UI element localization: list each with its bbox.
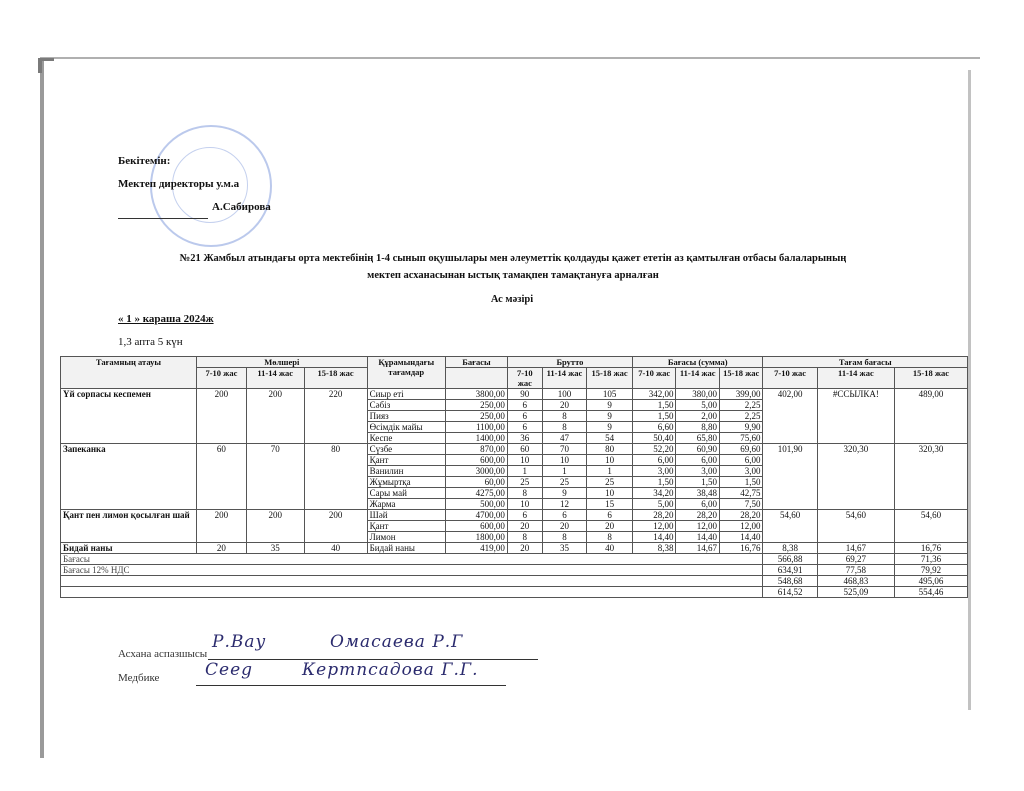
- brutto-value: 25: [507, 477, 542, 488]
- signature-underline: [118, 204, 208, 219]
- dish-total: 489,00: [895, 389, 968, 444]
- cost-value: 16,76: [719, 543, 763, 554]
- summary-label: Бағасы 12% НДС: [61, 565, 763, 576]
- cost-value: 1,50: [632, 411, 675, 422]
- brutto-value: 10: [507, 499, 542, 510]
- brutto-value: 20: [587, 521, 633, 532]
- ingredient-price: 1800,00: [445, 532, 507, 543]
- dish-quantity: 80: [304, 444, 367, 510]
- brutto-value: 8: [542, 411, 587, 422]
- cost-value: 50,40: [632, 433, 675, 444]
- ingredient-name: Қант: [367, 455, 445, 466]
- header-age: 15-18 жас: [587, 368, 633, 389]
- dish-quantity: 40: [304, 543, 367, 554]
- header-age: 15-18 жас: [719, 368, 763, 389]
- ingredient-price: 1100,00: [445, 422, 507, 433]
- dish-total: 8,38: [763, 543, 817, 554]
- brutto-value: 8: [587, 532, 633, 543]
- menu-table: [60, 356, 968, 598]
- ingredient-name: Бидай наны: [367, 543, 445, 554]
- brutto-value: 60: [507, 444, 542, 455]
- ingredient-price: 600,00: [445, 455, 507, 466]
- cost-value: 14,67: [676, 543, 719, 554]
- cost-value: 1,50: [719, 477, 763, 488]
- cost-value: 34,20: [632, 488, 675, 499]
- dish-total: 16,76: [895, 543, 968, 554]
- header-age: 15-18 жас: [304, 368, 367, 389]
- cost-value: 3,00: [632, 466, 675, 477]
- brutto-value: 10: [587, 455, 633, 466]
- dish-total: 320,30: [895, 444, 968, 510]
- dish-total: 54,60: [895, 510, 968, 543]
- summary-label: [61, 576, 763, 587]
- header-age: 11-14 жас: [542, 368, 587, 389]
- cost-value: 6,00: [719, 455, 763, 466]
- summary-value: 69,27: [817, 554, 894, 565]
- summary-value: 79,92: [895, 565, 968, 576]
- header-age: 11-14 жас: [676, 368, 719, 389]
- summary-value: 495,06: [895, 576, 968, 587]
- cost-value: 380,00: [676, 389, 719, 400]
- dish-quantity: 200: [246, 389, 304, 444]
- cost-value: 14,40: [676, 532, 719, 543]
- menu-week: 1,3 апта 5 күн: [118, 336, 183, 348]
- cost-value: 75,60: [719, 433, 763, 444]
- summary-value: 614,52: [763, 587, 817, 598]
- brutto-value: 36: [507, 433, 542, 444]
- brutto-value: 10: [587, 488, 633, 499]
- brutto-value: 1: [542, 466, 587, 477]
- summary-value: 554,46: [895, 587, 968, 598]
- cost-value: 38,48: [676, 488, 719, 499]
- director-name: А.Сабирова: [212, 201, 271, 213]
- menu-body: [61, 389, 968, 598]
- brutto-value: 6: [507, 400, 542, 411]
- ingredient-price: 600,00: [445, 521, 507, 532]
- brutto-value: 6: [507, 510, 542, 521]
- cook-label: Асхана аспазшысы: [118, 648, 208, 660]
- dish-name: Бидай наны: [61, 543, 197, 554]
- brutto-value: 20: [542, 521, 587, 532]
- cost-value: 5,00: [676, 400, 719, 411]
- ingredient-price: 419,00: [445, 543, 507, 554]
- summary-row: [61, 565, 968, 576]
- ingredient-name: Өсімдік майы: [367, 422, 445, 433]
- brutto-value: 35: [542, 543, 587, 554]
- ingredient-price: 500,00: [445, 499, 507, 510]
- brutto-value: 1: [587, 466, 633, 477]
- cost-value: 28,20: [676, 510, 719, 521]
- cost-value: 6,00: [676, 455, 719, 466]
- director-signature-line: [118, 196, 271, 219]
- header-age: 15-18 жас: [895, 368, 968, 389]
- cost-value: 6,00: [676, 499, 719, 510]
- brutto-value: 25: [587, 477, 633, 488]
- ingredient-price: 1400,00: [445, 433, 507, 444]
- header-price-empty: [445, 368, 507, 389]
- brutto-value: 9: [587, 422, 633, 433]
- cost-value: 12,00: [719, 521, 763, 532]
- dish-total: 54,60: [763, 510, 817, 543]
- dish-quantity: 60: [196, 444, 246, 510]
- nurse-name: Кертпсадова Г.Г.: [302, 660, 479, 680]
- approval-line-1: Бекітемін:: [118, 155, 171, 167]
- nurse-label: Медбике: [118, 672, 160, 684]
- table-row: [61, 510, 968, 521]
- ingredient-price: 250,00: [445, 411, 507, 422]
- summary-value: 634,91: [763, 565, 817, 576]
- ingredient-price: 60,00: [445, 477, 507, 488]
- approval-block: [118, 150, 271, 219]
- dish-total: 402,00: [763, 389, 817, 444]
- ingredient-name: Жарма: [367, 499, 445, 510]
- brutto-value: 1: [507, 466, 542, 477]
- table-row: [61, 543, 968, 554]
- dish-quantity: 35: [246, 543, 304, 554]
- nurse-sign-line: [196, 685, 506, 686]
- cost-value: 42,75: [719, 488, 763, 499]
- dish-quantity: 70: [246, 444, 304, 510]
- ingredient-name: Лимон: [367, 532, 445, 543]
- cook-signature: Р.Вау: [212, 632, 267, 652]
- dish-quantity: 220: [304, 389, 367, 444]
- cost-value: 5,00: [632, 499, 675, 510]
- header-age: 7-10 жас: [507, 368, 542, 389]
- cost-value: 12,00: [676, 521, 719, 532]
- brutto-value: 20: [507, 543, 542, 554]
- cost-value: 14,40: [719, 532, 763, 543]
- brutto-value: 6: [507, 422, 542, 433]
- cost-value: 7,50: [719, 499, 763, 510]
- ingredient-price: 3000,00: [445, 466, 507, 477]
- dish-total: 101,90: [763, 444, 817, 510]
- brutto-value: 25: [542, 477, 587, 488]
- dish-total: #ССЫЛКА!: [817, 389, 894, 444]
- ingredient-price: 4275,00: [445, 488, 507, 499]
- summary-value: 548,68: [763, 576, 817, 587]
- header-brutto: Брутто: [507, 357, 632, 368]
- title-line-1: №21 Жамбыл атындағы орта мектебінің 1-4 сынып оқушылары мен әлеуметтік қолдауды қажет ететін аз қамтылған отбасы балаларының: [179, 253, 847, 264]
- header-row-2: [61, 368, 968, 389]
- cost-value: 3,00: [719, 466, 763, 477]
- ingredient-price: 3800,00: [445, 389, 507, 400]
- ingredient-name: Пияз: [367, 411, 445, 422]
- dish-quantity: 200: [246, 510, 304, 543]
- corner-mark: [38, 58, 54, 73]
- cost-value: 2,00: [676, 411, 719, 422]
- cost-value: 2,25: [719, 411, 763, 422]
- brutto-value: 8: [542, 532, 587, 543]
- cost-value: 342,00: [632, 389, 675, 400]
- dish-total: 14,67: [817, 543, 894, 554]
- dish-name: Қант пен лимон қосылған шай: [61, 510, 197, 543]
- ingredient-price: 250,00: [445, 400, 507, 411]
- brutto-value: 47: [542, 433, 587, 444]
- dish-quantity: 200: [196, 389, 246, 444]
- brutto-value: 54: [587, 433, 633, 444]
- menu-title: Ас мәзірі: [490, 294, 534, 305]
- approval-line-2: Мектеп директоры у.м.а: [118, 178, 240, 190]
- summary-label: [61, 587, 763, 598]
- header-age: 7-10 жас: [763, 368, 817, 389]
- summary-row: [61, 554, 968, 565]
- brutto-value: 70: [542, 444, 587, 455]
- header-dish: Тағамның атауы: [61, 357, 197, 389]
- cost-value: 65,80: [676, 433, 719, 444]
- cost-value: 399,00: [719, 389, 763, 400]
- brutto-value: 8: [507, 532, 542, 543]
- header-age: 7-10 жас: [632, 368, 675, 389]
- dish-quantity: 200: [196, 510, 246, 543]
- ingredient-name: Шәй: [367, 510, 445, 521]
- ingredient-name: Сары май: [367, 488, 445, 499]
- header-cost: Бағасы (сумма): [632, 357, 762, 368]
- summary-value: 77,58: [817, 565, 894, 576]
- dish-total: 320,30: [817, 444, 894, 510]
- cook-name: Омасаева Р.Г: [330, 632, 464, 652]
- cost-value: 8,80: [676, 422, 719, 433]
- menu-date: « 1 » караша 2024ж: [118, 313, 214, 325]
- ingredient-price: 4700,00: [445, 510, 507, 521]
- header-age: 11-14 жас: [246, 368, 304, 389]
- dish-name: Үй сорпасы кеспемен: [61, 389, 197, 444]
- brutto-value: 90: [507, 389, 542, 400]
- page-edge-top: [40, 57, 980, 59]
- brutto-value: 6: [542, 510, 587, 521]
- cost-value: 14,40: [632, 532, 675, 543]
- brutto-value: 15: [587, 499, 633, 510]
- table-row: [61, 444, 968, 455]
- page-edge-left: [40, 58, 44, 758]
- brutto-value: 6: [507, 411, 542, 422]
- cost-value: 28,20: [719, 510, 763, 521]
- cost-value: 28,20: [632, 510, 675, 521]
- cost-value: 1,50: [632, 477, 675, 488]
- brutto-value: 6: [587, 510, 633, 521]
- brutto-value: 100: [542, 389, 587, 400]
- header-price: Бағасы: [445, 357, 507, 368]
- summary-value: 525,09: [817, 587, 894, 598]
- title-line-2: мектеп асханасынан ыстық тамақпен тамақтануға арналған: [367, 270, 659, 281]
- ingredient-name: Сүзбе: [367, 444, 445, 455]
- page-edge-right: [968, 70, 971, 710]
- brutto-value: 9: [587, 400, 633, 411]
- ingredient-name: Жұмыртқа: [367, 477, 445, 488]
- dish-quantity: 20: [196, 543, 246, 554]
- summary-row: [61, 587, 968, 598]
- header-ingredients: Құрамындағы тағамдар: [367, 357, 445, 389]
- brutto-value: 10: [507, 455, 542, 466]
- cost-value: 69,60: [719, 444, 763, 455]
- brutto-value: 8: [542, 422, 587, 433]
- summary-value: 468,83: [817, 576, 894, 587]
- ingredient-name: Кеспе: [367, 433, 445, 444]
- cost-value: 60,90: [676, 444, 719, 455]
- brutto-value: 12: [542, 499, 587, 510]
- summary-label: Бағасы: [61, 554, 763, 565]
- summary-row: [61, 576, 968, 587]
- header-age: 7-10 жас: [196, 368, 246, 389]
- cost-value: 1,50: [632, 400, 675, 411]
- brutto-value: 9: [587, 411, 633, 422]
- brutto-value: 20: [542, 400, 587, 411]
- cost-value: 6,60: [632, 422, 675, 433]
- cost-value: 1,50: [676, 477, 719, 488]
- cost-value: 52,20: [632, 444, 675, 455]
- brutto-value: 20: [507, 521, 542, 532]
- brutto-value: 40: [587, 543, 633, 554]
- ingredient-name: Сиыр еті: [367, 389, 445, 400]
- header-quantity: Мөлшері: [196, 357, 367, 368]
- cost-value: 8,38: [632, 543, 675, 554]
- summary-value: 566,88: [763, 554, 817, 565]
- ingredient-name: Қант: [367, 521, 445, 532]
- ingredient-name: Ванилин: [367, 466, 445, 477]
- header-row-1: [61, 357, 968, 368]
- brutto-value: 80: [587, 444, 633, 455]
- dish-name: Запеканка: [61, 444, 197, 510]
- header-age: 11-14 жас: [817, 368, 894, 389]
- document-title: [118, 250, 908, 284]
- brutto-value: 10: [542, 455, 587, 466]
- cost-value: 6,00: [632, 455, 675, 466]
- ingredient-price: 870,00: [445, 444, 507, 455]
- cost-value: 3,00: [676, 466, 719, 477]
- header-dish-price: Тағам бағасы: [763, 357, 968, 368]
- dish-quantity: 200: [304, 510, 367, 543]
- cost-value: 9,90: [719, 422, 763, 433]
- nurse-signature: Ceeg: [205, 660, 254, 680]
- dish-total: 54,60: [817, 510, 894, 543]
- brutto-value: 105: [587, 389, 633, 400]
- brutto-value: 9: [542, 488, 587, 499]
- summary-value: 71,36: [895, 554, 968, 565]
- table-row: [61, 389, 968, 400]
- brutto-value: 8: [507, 488, 542, 499]
- cost-value: 12,00: [632, 521, 675, 532]
- ingredient-name: Сәбіз: [367, 400, 445, 411]
- cost-value: 2,25: [719, 400, 763, 411]
